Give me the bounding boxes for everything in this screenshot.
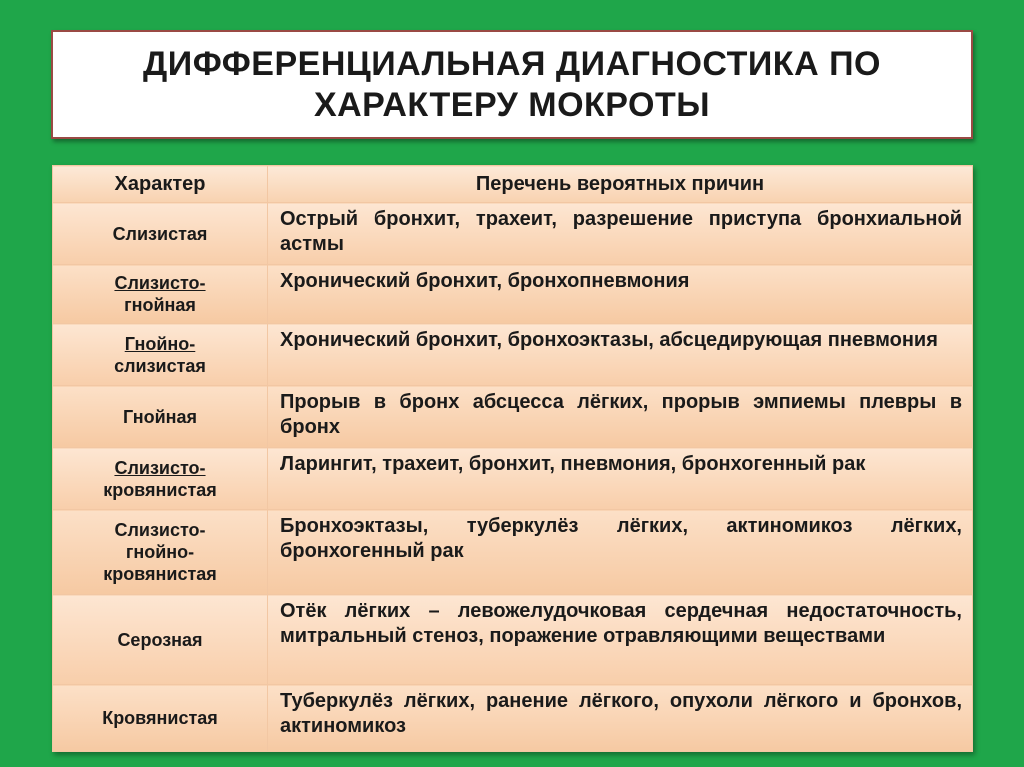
page-title [143, 44, 881, 126]
table-row [53, 324, 973, 386]
causes-cell: Ларингит, трахеит, бронхит, пневмония, бронхогенный рак [268, 448, 973, 510]
table-row [53, 595, 973, 685]
causes-cell: Бронхоэктазы, туберкулёз лёгких, актиномикоз лёгких, бронхогенный рак [268, 510, 973, 595]
table-header-row [53, 166, 973, 203]
sputum-type-label: Слизисто- [114, 273, 206, 293]
sputum-type-cell [53, 324, 268, 386]
sputum-type-label: Гнойная [122, 406, 198, 427]
title-box [51, 30, 973, 139]
table-row [53, 203, 973, 265]
causes-cell: Отёк лёгких – левожелудочковая сердечная недостаточность, митральный стеноз, поражение отравляющими веществами [268, 595, 973, 685]
sputum-type-cell [53, 448, 268, 510]
page-title-line-2: ХАРАКТЕРУ МОКРОТЫ [313, 85, 711, 124]
sputum-type-cell [53, 203, 268, 265]
header-kind: Характер [53, 166, 268, 203]
table-row [53, 448, 973, 510]
sputum-type-cell [53, 510, 268, 595]
causes-cell: Туберкулёз лёгких, ранение лёгкого, опухоли лёгкого и бронхов, актиномикоз [268, 685, 973, 752]
sputum-type-label: кровянистая [103, 564, 217, 584]
page-title-line-1: ДИФФЕРЕНЦИАЛЬНАЯ ДИАГНОСТИКА ПО [143, 44, 881, 83]
sputum-type-cell [53, 265, 268, 324]
table-body [53, 203, 973, 752]
sputum-type-label: кровянистая [103, 479, 217, 500]
table-row [53, 265, 973, 324]
sputum-type-label: Кровянистая [102, 708, 218, 728]
sputum-type-label: гнойная [124, 295, 196, 315]
sputum-type-cell [53, 386, 268, 448]
sputum-type-label: гнойно- [125, 542, 195, 562]
sputum-type-label: Слизисто- [114, 520, 206, 540]
sputum-type-cell [53, 595, 268, 685]
sputum-type-label: слизистая [114, 355, 206, 376]
sputum-type-cell [53, 685, 268, 752]
table-row [53, 685, 973, 752]
causes-cell: Прорыв в бронх абсцесса лёгких, прорыв эмпиемы плевры в бронх [268, 386, 973, 448]
header-causes: Перечень вероятных причин [268, 166, 973, 203]
table-row [53, 510, 973, 595]
causes-cell: Острый бронхит, трахеит, разрешение приступа бронхиальной астмы [268, 203, 973, 265]
causes-cell: Хронический бронхит, бронхопневмония [268, 265, 973, 324]
table-row [53, 386, 973, 448]
sputum-type-label: Слизистая [112, 223, 208, 244]
sputum-type-label: Слизисто- [114, 457, 206, 478]
sputum-type-label: Серозная [117, 629, 203, 650]
sputum-diagnosis-table [52, 165, 973, 752]
sputum-type-label: Гнойно- [124, 333, 196, 354]
causes-cell: Хронический бронхит, бронхоэктазы, абсцедирующая пневмония [268, 324, 973, 386]
